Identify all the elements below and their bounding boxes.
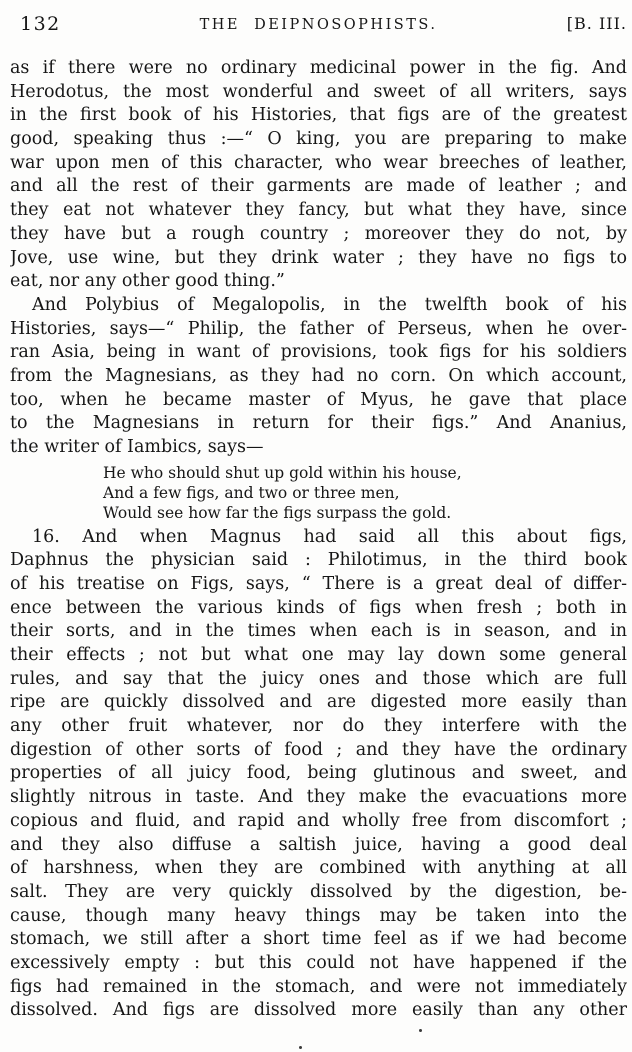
text-line: Daphnus the physician said : Philotimus, in the third book	[10, 550, 627, 571]
paragraph-opening	[10, 57, 627, 294]
verse-line: He who should shut up gold within his house,	[103, 463, 462, 482]
text-line: Herodotus, the most wonderful and sweet of all writers, says	[10, 81, 627, 102]
text-line: copious and fluid, and rapid and wholly free from discomfort ;	[10, 810, 627, 831]
text-line: properties of all juicy food, being glutinous and sweet, and	[10, 763, 627, 784]
text-line: stomach, we still after a short time feel as if we had become	[10, 929, 627, 950]
page-number: 132	[20, 13, 61, 35]
text-line: good, speaking thus :—“ O king, you are preparing to make	[10, 129, 627, 150]
text-line: and they also diffuse a saltish juice, having a good deal	[10, 834, 627, 855]
verse-quote	[103, 463, 627, 524]
text-line: any other fruit whatever, nor do they interfere with the	[10, 716, 627, 737]
paragraph-16	[10, 526, 627, 1023]
text-line: slightly nitrous in taste. And they make the evacuations more	[10, 787, 627, 808]
text-line: in the first book of his Histories, that figs are of the greatest	[10, 105, 627, 126]
text-line: cause, though many heavy things may be taken into the	[10, 905, 627, 926]
scan-speck	[419, 1029, 422, 1032]
text-line: from the Magnesians, as they had no corn. On which account,	[10, 365, 627, 386]
text-line: Jove, use wine, but they drink water ; they have no figs to	[10, 247, 627, 268]
text-line: the writer of Iambics, says—	[10, 437, 264, 457]
text-line: as if there were no ordinary medicinal power in the fig. And	[10, 58, 627, 78]
text-line: rules, and say that the juicy ones and those which are full	[10, 668, 627, 689]
text-line: war upon men of this character, who wear breeches of leather,	[10, 152, 627, 173]
text-line: And Polybius of Megalopolis, in the twelfth book of his	[32, 294, 627, 315]
text-line: ripe are quickly dissolved and are digested more easily than	[10, 692, 627, 713]
text-line: to the Magnesians in return for their figs.” And Ananius,	[10, 413, 627, 434]
text-line: ence between the various kinds of figs when fresh ; both in	[10, 597, 627, 618]
running-title: THE DEIPNOSOPHISTS.	[199, 17, 438, 33]
text-line: they have but a rough country ; moreover they do not, by	[10, 223, 627, 244]
text-line: excessively empty : but this could not have happened if the	[10, 952, 627, 973]
text-line: of his treatise on Figs, says, “ There is a great deal of differ-	[10, 573, 627, 594]
paragraph-polybius	[10, 294, 627, 460]
text-line: salt. They are very quickly dissolved by the digestion, be-	[10, 881, 627, 902]
text-line: figs had remained in the stomach, and were not immediately	[10, 976, 627, 997]
text-line: Histories, says—“ Philip, the father of Perseus, when he over-	[10, 318, 627, 339]
text-line: 16. And when Magnus had said all this about figs,	[32, 526, 627, 547]
text-line: ran Asia, being in want of provisions, took figs for his soldiers	[10, 342, 627, 363]
text-line: digestion of other sorts of food ; and they have the ordinary	[10, 739, 627, 760]
text-line: of harshness, when they are combined with anything at all	[10, 858, 627, 879]
book-reference: [B. III.	[566, 14, 627, 33]
body-text	[10, 57, 627, 1023]
verse-line: Would see how far the figs surpass the gold.	[103, 504, 452, 523]
page-header	[10, 13, 627, 37]
scan-speck	[299, 1046, 302, 1049]
text-line: their effects ; not but what one may lay down some general	[10, 645, 627, 666]
text-line: too, when he became master of Myus, he gave that place	[10, 389, 627, 410]
text-line: eat, nor any other good thing.”	[10, 271, 285, 292]
text-line: they eat not whatever they fancy, but what they have, since	[10, 200, 627, 221]
verse-line: And a few figs, and two or three men,	[103, 483, 400, 502]
text-line: dissolved. And figs are dissolved more easily than any other	[10, 1000, 627, 1021]
text-line: and all the rest of their garments are made of leather ; and	[10, 176, 627, 197]
text-line: their sorts, and in the times when each is in season, and in	[10, 621, 627, 642]
